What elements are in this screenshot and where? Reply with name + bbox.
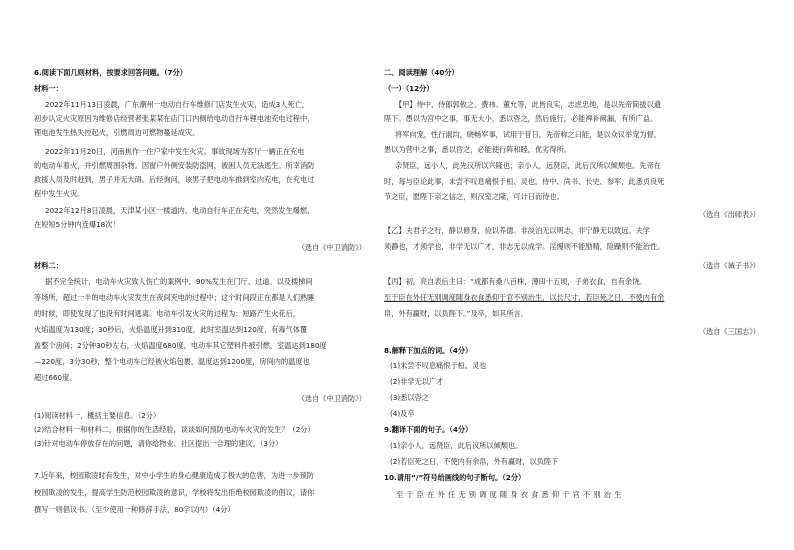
m1-p1-line: 初步认定火灾原因为维修店经营者张某某在店门口内侧给电动自行车锂电池充电过程中， <box>34 114 315 123</box>
bing-source: （选自《三国志》） <box>698 327 760 336</box>
m1-p3-line: 在短短5分钟内连爆18次！ <box>34 220 120 229</box>
m1-p3-line: 2022年12月8日凌晨，天津某小区一楼道内，电动自行车正在充电，突然发生爆燃， <box>45 206 315 215</box>
bing-line-underlined: 至于臣在外任无别调度随身衣食悉仰于官不别治生，以长尺寸，若臣死之日，不使内有余 <box>384 293 665 302</box>
q9-item: (1)亲小人，远贤臣，此后汉所以倾颓也。 <box>390 441 523 450</box>
q7-line: 校园欺凌的发生，提高学生防范校园欺凌的意识，学校将发出拒绝校园欺凌的倡议，请你 <box>34 488 315 497</box>
q7-line: 撰写一则倡议书。（至少使用一种修辞手法，80字以内）（4分） <box>34 505 235 514</box>
q9-title: 9.翻译下面的句子。（4分） <box>384 425 473 434</box>
m2-line: 等场所，超过一半的电动车火灾发生在夜间充电的过程中；这个时间段正在都是人们熟睡 <box>34 293 315 302</box>
section-title: 二、阅读理解（40分） <box>384 68 459 77</box>
jia-line: 将军向宠，性行淑均，晓畅军事，试用于昔日，先帝称之曰能，是以众议举宠为督。 <box>395 130 661 139</box>
m1-p2-line: 的电动车着火，并引燃周围杂物。因窗户外侧安装防盗网，被困人员无法逃生。所幸消防 <box>34 161 315 170</box>
q6-title: 6.阅读下面几则材料，按要求回答问题。（7分） <box>34 68 187 77</box>
q8-item: (2)非学无以广才 <box>390 377 444 386</box>
m1-p2-line: 救援人员及时赶到，男子并无大碍。后经询问，该男子把电动车推到室内充电，在充电过 <box>34 175 315 184</box>
q10-sentence: 至于臣在外任无别调度随身衣食悉仰于官不别治生 <box>396 490 625 499</box>
jia-line: 陛下。愚以为宫中之事，事无大小，悉以咨之，然后施行，必能裨补阙漏，有所广益。 <box>384 114 658 123</box>
yi-line: 【乙】夫君子之行，静以修身，俭以养德。非淡泊无以明志，非宁静无以致远。夫学 <box>384 226 650 235</box>
material-2-label: 材料二： <box>34 261 63 270</box>
m2-line: —220度，3分30秒，整个电动车已经被火焰包裹，温度达到1200度，房间内的温度也 <box>34 357 310 366</box>
jia-line: 节之臣，愿陛下亲之信之，则汉室之隆，可计日而待也。 <box>384 192 564 201</box>
m2-source: （选自《中卫消防》） <box>297 394 366 403</box>
q6-3: (3)针对电动车停放存在的问题，请你给物业、社区提出一合理的建议。（3分） <box>34 439 283 448</box>
q8-item: (1)未尝不叹息痛恨于桓、灵也 <box>390 361 487 370</box>
m2-line: 的时候，即使发现了也没有时间逃离。电动车引发火灾的过程为：短路产生火花后， <box>34 309 300 318</box>
yi-line: 须静也，才须学也，非学无以广才，非志无以成学。淫慢则不能励精，险躁则不能治性。 <box>384 242 665 251</box>
q10-title: 10.请用“/”符号给画线的句子断句。（2分） <box>384 473 526 482</box>
jia-source: （选自《出师表》） <box>698 210 760 219</box>
m1-p2-line: 2022年11月20日，河南焦作一住户家中发生火灾。事故现场为客厅一辆正在充电 <box>45 147 305 156</box>
m1-p1-line: 2022年11月13日凌晨，广东潮州一电动自行车维修门店发生火灾，造成3人死亡， <box>45 100 309 109</box>
q6-2: (2)结合材料一和材料二，根据你的生活经验，谈谈如何预防电动车火灾的发生？（2分） <box>34 425 315 434</box>
m2-line: 火焰温度为130度；30秒后，火焰温度升到310度，此时室温达到120度，有毒气体覆 <box>34 325 308 334</box>
m2-line: 盖整个房间；2分钟30秒左右，火焰温度680度，电动车其它塑料件被引燃，室温达到180度 <box>34 341 327 350</box>
m1-p2-line: 程中发生火灾。 <box>34 189 85 198</box>
q7-line: 7.近年来，校园欺凌时有发生，对中小学生的身心健康造成了极大的危害，为进一步预防 <box>34 471 314 480</box>
jia-line: 愚以为营中之事，悉以咨之，必能使行阵和睦，优劣得所。 <box>384 145 571 154</box>
q8-title: 8.解释下加点的词。（4分） <box>384 346 473 355</box>
bing-line: 【丙】初，亮自表后主曰：“成都有桑八百株，薄田十五顷，子弟衣食，自有余饶。 <box>384 277 647 286</box>
q9-item: (2)若臣死之日，不使内有余帛，外有赢财，以负陛下 <box>390 457 559 466</box>
jia-line: 亲贤臣，远小人，此先汉所以兴隆也；亲小人，远贤臣，此后汉所以倾颓也。先帝在 <box>395 161 661 170</box>
m1-source: （选自《中卫消防》） <box>297 243 366 252</box>
jia-line: 时，每与臣论此事，未尝不叹息痛恨于桓、灵也。侍中、尚书、长史、参军，此悉贞良死 <box>384 177 665 186</box>
sub-title: （一）（12分） <box>384 84 434 93</box>
q6-1: (1)阅读材料一，概括主要信息。（2分） <box>34 411 161 420</box>
jia-line: 【甲】侍中、侍郎郭攸之、费祎、董允等，此皆良实，志虑忠纯，是以先帝简拔以遗 <box>395 100 661 109</box>
m2-line: 据不完全统计，电动车火灾致人伤亡的案例中，90%发生在门厅、过道、以及楼梯间 <box>45 277 313 286</box>
yi-source: （选自《诫子书》） <box>698 261 760 270</box>
m1-p1-line: 锂电池发生热失控起火，引燃周边可燃物蔓延成灾。 <box>34 128 200 137</box>
q8-item: (3)悉以咨之 <box>390 393 429 402</box>
material-1-label: 材料一： <box>34 84 63 93</box>
q8-item: (4)及卒 <box>390 409 415 418</box>
m2-line: 超过660度。 <box>34 373 77 382</box>
bing-line: 帛，外有赢财，以负陛下。”及卒，如其所言。 <box>384 309 528 318</box>
